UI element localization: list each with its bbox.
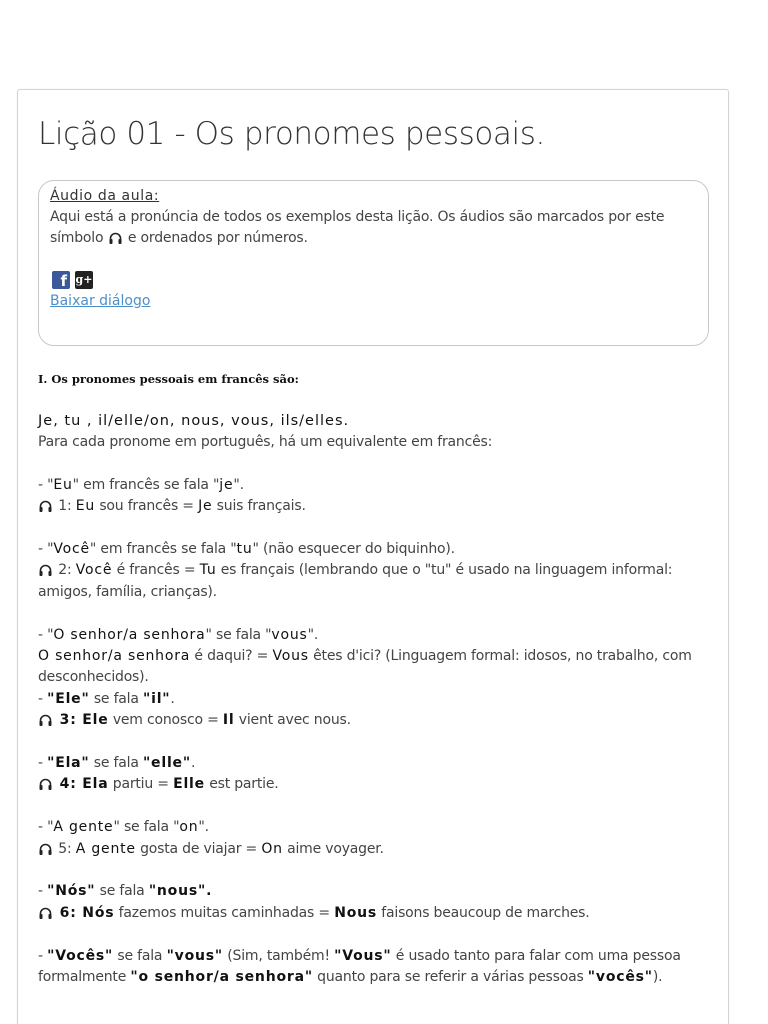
text: se fala	[89, 755, 143, 772]
text: se fala	[95, 883, 149, 900]
audio-text-before: Aqui está a pronúncia de todos os exemplos desta lição. Os áudios são marcados por este símbolo	[50, 209, 665, 246]
text: quanto para se referir a várias pessoas	[312, 969, 588, 986]
text: - "	[38, 476, 54, 493]
text: " se fala "	[205, 626, 272, 643]
keyword: A gente	[53, 819, 114, 836]
example-number: 1:	[54, 498, 76, 515]
text: ".	[198, 819, 209, 836]
rule-senhor	[38, 625, 728, 646]
keyword: Il	[222, 712, 235, 729]
rule-voces	[38, 946, 728, 989]
headphones-icon[interactable]	[39, 714, 52, 726]
text: se fala	[113, 947, 167, 964]
text: aime voyager.	[282, 840, 384, 857]
keyword: "o senhor/a senhora"	[130, 969, 313, 986]
keyword: "vous"	[166, 947, 223, 964]
text: - "	[38, 819, 54, 836]
social-share	[50, 271, 697, 289]
example-senhor	[38, 646, 728, 689]
audio-text-after: e ordenados por números.	[127, 230, 308, 246]
keyword: "Vocês"	[47, 947, 114, 964]
audio-box	[38, 180, 709, 346]
text: " (não esquecer do biquinho).	[252, 541, 455, 557]
rule-voce	[38, 539, 728, 560]
headphones-icon[interactable]	[39, 907, 52, 919]
text: - "	[38, 626, 54, 643]
rule-nos	[38, 881, 728, 902]
headphones-icon[interactable]	[39, 778, 52, 790]
keyword: Você	[75, 562, 113, 579]
keyword: Nós	[82, 904, 115, 921]
text: est partie.	[204, 776, 279, 793]
keyword: Nous	[334, 904, 378, 921]
example-2	[38, 560, 728, 603]
lesson-content	[38, 410, 728, 988]
download-dialogue-link[interactable]: Baixar diálogo	[50, 293, 151, 309]
headphones-icon	[109, 232, 122, 244]
keyword: vous	[271, 626, 308, 643]
text: -	[38, 690, 48, 707]
text: é daqui? =	[190, 648, 273, 665]
text: ".	[307, 626, 319, 643]
example-number: 6:	[54, 904, 83, 921]
headphones-icon[interactable]	[39, 564, 52, 576]
text: -	[38, 883, 48, 900]
keyword: "elle"	[142, 755, 191, 772]
text: - "	[38, 541, 54, 557]
keyword: O senhor/a senhora	[53, 626, 206, 643]
keyword: "il"	[143, 690, 171, 707]
keyword: Ela	[82, 776, 109, 793]
example-3	[38, 710, 728, 731]
keyword: Você	[53, 541, 90, 557]
intro-text: Para cada pronome em português, há um equivalente em francês:	[38, 434, 493, 450]
text: .	[190, 755, 196, 772]
audio-description	[50, 207, 697, 249]
text: -	[38, 947, 48, 964]
keyword: A gente	[75, 840, 136, 857]
text: vem conosco =	[108, 712, 223, 729]
example-number: 4:	[54, 776, 83, 793]
pronouns-list: Je, tu , il/elle/on, nous, vous, ils/elles.	[38, 413, 350, 429]
keyword: tu	[236, 541, 253, 557]
keyword: Je	[198, 498, 213, 515]
example-1	[38, 496, 728, 517]
rule-gente	[38, 817, 728, 838]
text: es français (lembrando que o "tu" é usado na linguagem informal: amigos, família, crianças).	[38, 562, 673, 600]
text: ".	[233, 476, 244, 493]
text: se fala	[89, 690, 143, 707]
page-title: Lição 01 - Os pronomes pessoais.	[38, 116, 545, 152]
text: é usado tanto para falar com uma pessoa formalmente	[38, 947, 681, 986]
keyword: on	[179, 819, 199, 836]
keyword: Tu	[199, 562, 217, 579]
text: partiu =	[108, 776, 174, 793]
keyword: Elle	[173, 776, 205, 793]
google-plus-icon[interactable]: g+	[75, 271, 93, 289]
example-4	[38, 774, 728, 795]
example-5	[38, 839, 728, 860]
text: fazemos muitas caminhadas =	[114, 904, 335, 921]
keyword: Vous	[272, 648, 309, 665]
text: vient avec nous.	[234, 712, 351, 729]
text: gosta de viajar =	[135, 840, 262, 857]
rule-eu	[38, 475, 728, 496]
keyword: "nous".	[148, 883, 213, 900]
keyword: "Vous"	[334, 947, 392, 964]
text: " se fala "	[113, 819, 180, 836]
keyword: "vocês"	[587, 969, 653, 986]
section-title: I. Os pronomes pessoais em francês são:	[38, 372, 299, 386]
keyword: O senhor/a senhora	[38, 648, 191, 665]
text: sou francês =	[95, 498, 199, 515]
facebook-icon[interactable]: f	[52, 271, 70, 289]
example-number: 5:	[54, 840, 76, 857]
text: (Sim, também!	[223, 947, 335, 964]
example-number: 3:	[54, 712, 83, 729]
text: é francês =	[112, 562, 200, 579]
text: ).	[652, 969, 663, 986]
keyword: Eu	[53, 476, 73, 493]
text: êtes d'ici? (Linguagem formal: idosos, no trabalho, com desconhecidos).	[38, 648, 692, 686]
keyword: Eu	[75, 498, 96, 515]
headphones-icon[interactable]	[39, 500, 52, 512]
audio-heading: Áudio da aula:	[50, 188, 160, 204]
keyword: Ele	[82, 712, 109, 729]
headphones-icon[interactable]	[39, 843, 52, 855]
text: suis français.	[212, 498, 306, 515]
keyword: "Ele"	[47, 690, 90, 707]
text: .	[170, 690, 175, 707]
rule-ele	[38, 689, 728, 710]
keyword: "Ela"	[47, 755, 90, 772]
keyword: "Nós"	[47, 883, 96, 900]
rule-ela	[38, 753, 728, 774]
text: " em francês se fala "	[89, 541, 237, 557]
keyword: je	[219, 476, 234, 493]
text: -	[38, 755, 48, 772]
example-6	[38, 903, 728, 924]
text: faisons beaucoup de marches.	[377, 904, 590, 921]
text: " em francês se fala "	[72, 476, 220, 493]
keyword: On	[261, 840, 283, 857]
example-number: 2:	[54, 562, 76, 579]
